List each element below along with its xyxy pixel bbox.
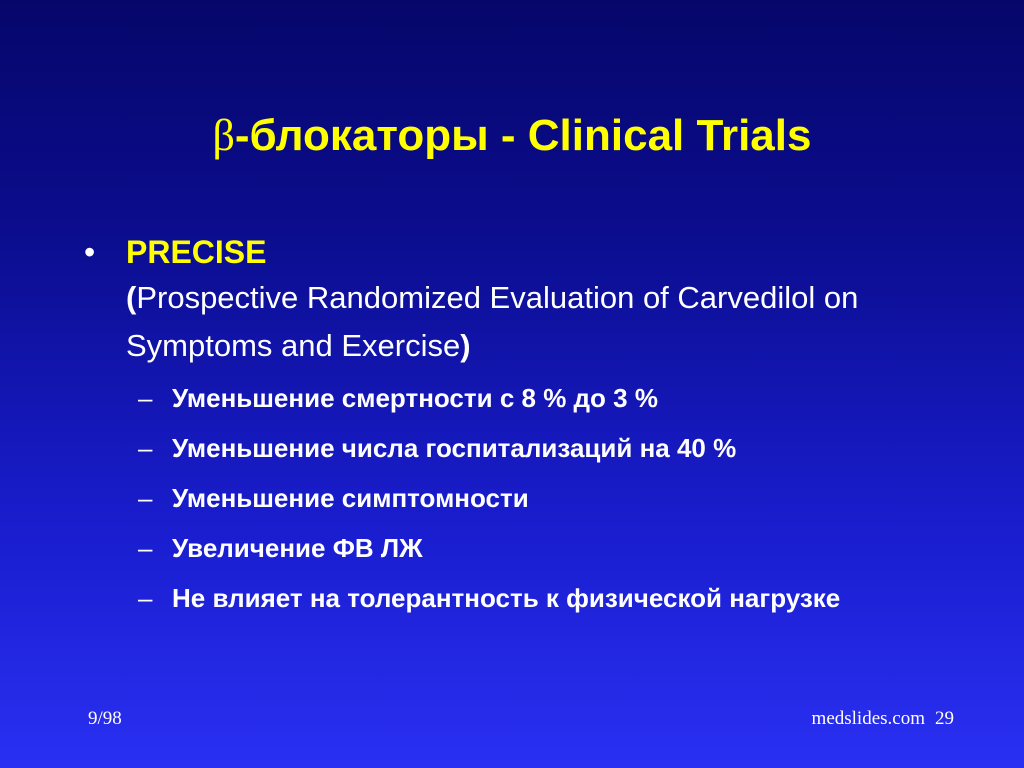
paren-close: ) bbox=[460, 328, 471, 363]
bullet-description-block bbox=[126, 274, 886, 370]
bullet-description: Prospective Randomized Evaluation of Carvedilol on Symptoms and Exercise bbox=[126, 280, 859, 363]
paren-open: ( bbox=[126, 280, 137, 315]
dash-marker: – bbox=[138, 433, 153, 463]
sub-bullet-text: Уменьшение смертности с 8 % до 3 % bbox=[172, 383, 658, 413]
footer-right bbox=[812, 708, 954, 730]
dash-marker: – bbox=[138, 583, 153, 613]
sub-bullet-text: Уменьшение числа госпитализаций на 40 % bbox=[172, 433, 737, 463]
sub-bullet-text: Увеличение ФВ ЛЖ bbox=[172, 533, 423, 563]
sub-bullet-item bbox=[138, 430, 958, 466]
slide-title bbox=[0, 108, 1024, 164]
sub-bullet-item bbox=[138, 380, 958, 416]
sub-bullet-list bbox=[138, 380, 958, 630]
bullet-list bbox=[84, 230, 984, 370]
footer-page-number: 29 bbox=[935, 708, 954, 729]
sub-bullet-item bbox=[138, 480, 958, 516]
dash-marker: – bbox=[138, 483, 153, 513]
footer-slide-counter: 9/98 bbox=[88, 708, 122, 729]
dash-marker: – bbox=[138, 533, 153, 563]
sub-bullet-text: Уменьшение симптомности bbox=[172, 483, 529, 513]
beta-symbol: β bbox=[212, 111, 235, 160]
title-text: -блокаторы - Clinical Trials bbox=[234, 111, 812, 160]
sub-bullet-item bbox=[138, 580, 958, 616]
bullet-heading: PRECISE bbox=[126, 234, 267, 270]
sub-bullet-item bbox=[138, 530, 958, 566]
footer-site: medslides.com bbox=[811, 708, 925, 729]
dash-marker: – bbox=[138, 383, 153, 413]
bullet-item-precise bbox=[84, 230, 984, 370]
bullet-marker: • bbox=[84, 234, 96, 270]
sub-bullet-text: Не влияет на толерантность к физической нагрузке bbox=[172, 583, 841, 613]
